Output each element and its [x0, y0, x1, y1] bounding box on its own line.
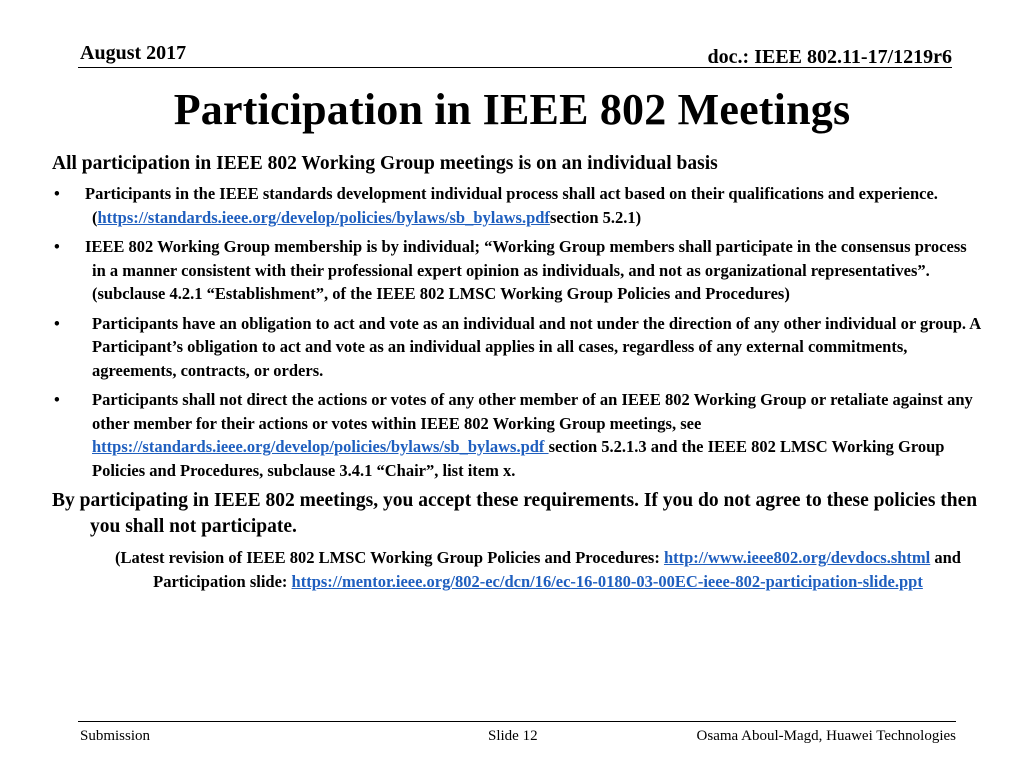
header-doc-id: doc.: IEEE 802.11-17/1219r6 — [707, 46, 952, 68]
bullet-1-text: Participants in the IEEE standards development individual process shall act based on their qualifications and experience. ( — [85, 184, 938, 227]
bylaws-link[interactable]: https://standards.ieee.org/develop/policies/bylaws/sb_bylaws.pdf — [92, 437, 549, 456]
bullet-1-close-paren: ) — [635, 207, 642, 227]
bylaws-link[interactable]: https://standards.ieee.org/develop/policies/bylaws/sb_bylaws.pdf — [97, 207, 550, 227]
bullet-item-4 — [52, 388, 984, 482]
bullet-4-text-end: section 5.2.1.3 and the IEEE 802 LMSC Working Group Policies and Procedures, subclause 3.4.1 “Chair”, list item x. — [92, 437, 945, 480]
bullet-3-text: Participants have an obligation to act and vote as an individual and not under the direction of any other individual or group. A Participant’s obligation to act and vote as an individual applies in all cases, regardless of any external commitments, agreements, contracts, or orders. — [92, 313, 981, 380]
footer-divider — [78, 721, 956, 722]
bullet-glyph: • — [54, 313, 60, 333]
slide-title: Participation in IEEE 802 Meetings — [173, 85, 851, 134]
bullet-glyph: • — [54, 390, 60, 409]
lead-statement: All participation in IEEE 802 Working Group meetings is on an individual basis — [52, 153, 718, 174]
revision-text: (Latest revision of IEEE 802 LMSC Working Group Policies and Procedures: — [115, 548, 664, 567]
footer-slide-number: Slide 12 — [488, 728, 538, 744]
footer-author: Osama Aboul-Magd, Huawei Technologies — [696, 728, 956, 744]
closing-statement: By participating in IEEE 802 meetings, you accept these requirements. If you do not agree to these policies then you shall not participate. — [52, 490, 978, 537]
header-divider — [78, 67, 952, 68]
bullet-4-text: Participants shall not direct the actions or votes of any other member of an IEEE 802 Working Group or retaliate against any other member for their actions or votes within IEEE 802 Working Group meetings, see — [92, 390, 973, 433]
participation-slide-link[interactable]: https://mentor.ieee.org/802-ec/dcn/16/ec-16-0180-03-00EC-ieee-802-participation-slide.ppt — [291, 571, 923, 591]
header-date: August 2017 — [80, 42, 187, 64]
bullet-item-1 — [52, 182, 984, 229]
revision-note — [52, 546, 984, 593]
slide-body — [52, 152, 984, 593]
devdocs-link[interactable]: http://www.ieee802.org/devdocs.shtml — [663, 548, 931, 567]
bullet-2-text: IEEE 802 Working Group membership is by individual; “Working Group members shall participate in the consensus process in a manner consistent with their professional expert opinion as individuals, and not as organizational representatives”. (subclause 4.2.1 “Establishment”, of the IEEE 802 LMSC Working Group Policies and Procedures) — [85, 237, 967, 303]
footer-submission: Submission — [80, 728, 151, 744]
bullet-item-3 — [52, 312, 984, 383]
bullet-item-2 — [52, 235, 984, 306]
bullet-glyph: • — [54, 237, 60, 256]
bullet-glyph: • — [54, 184, 60, 203]
revision-text-mid: and Participation slide: — [153, 548, 961, 591]
bullet-1-section: section 5.2.1 — [549, 207, 636, 227]
